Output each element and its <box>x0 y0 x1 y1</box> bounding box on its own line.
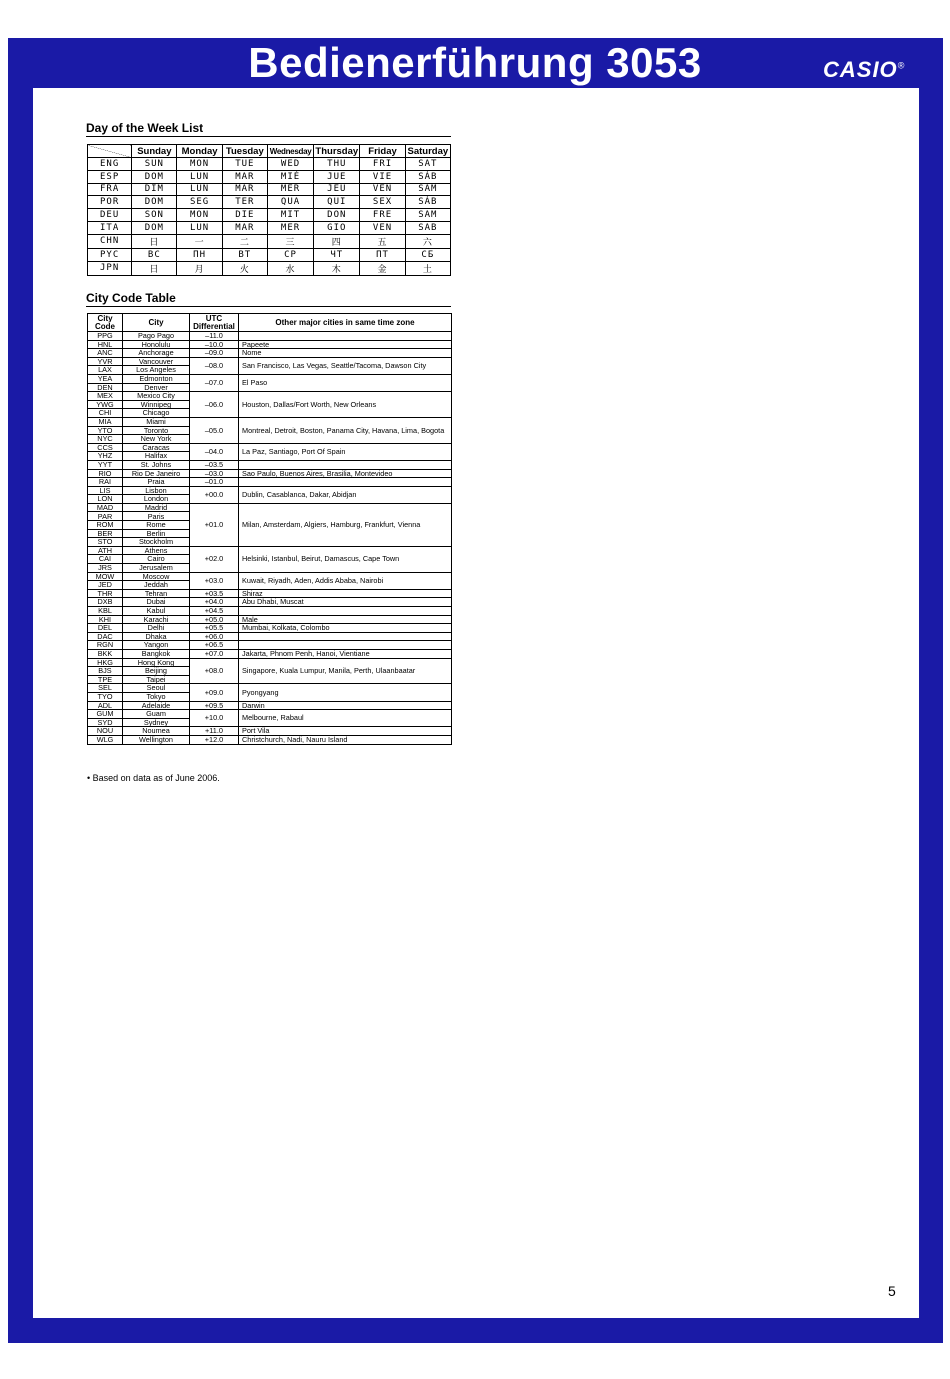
city-name-header: City <box>123 314 190 332</box>
city-code: PAR <box>88 512 123 521</box>
data-note: • Based on data as of June 2006. <box>87 773 220 783</box>
corner-cell <box>88 145 132 158</box>
city-row <box>88 503 452 512</box>
city-code: LAX <box>88 366 123 375</box>
city-code: ATH <box>88 546 123 555</box>
city-code: SEL <box>88 684 123 693</box>
utc-differential: –10.0 <box>190 340 239 349</box>
day-abbreviation: SEX <box>360 196 405 209</box>
other-cities: Milan, Amsterdam, Algiers, Hamburg, Frankfurt, Vienna <box>239 503 452 546</box>
day-abbreviation: DOM <box>132 196 177 209</box>
utc-differential: +06.5 <box>190 641 239 650</box>
day-header: Saturday <box>405 145 450 158</box>
city-code: WLG <box>88 735 123 744</box>
other-cities: Melbourne, Rabaul <box>239 710 452 727</box>
city-code: YHZ <box>88 452 123 461</box>
day-abbreviation: DIM <box>132 183 177 196</box>
day-abbreviation: GIO <box>314 221 360 234</box>
language-code: ENG <box>88 158 132 171</box>
utc-differential: +03.5 <box>190 589 239 598</box>
language-code: ITA <box>88 221 132 234</box>
city-name: Anchorage <box>123 349 190 358</box>
city-row <box>88 349 452 358</box>
city-code: MAD <box>88 503 123 512</box>
city-code: RGN <box>88 641 123 650</box>
day-abbreviation: SÁB <box>405 170 450 183</box>
utc-differential: –11.0 <box>190 332 239 341</box>
city-code: YTO <box>88 426 123 435</box>
other-cities: Papeete <box>239 340 452 349</box>
city-code-header: City Code <box>88 314 123 332</box>
utc-differential: +01.0 <box>190 503 239 546</box>
city-name: Dhaka <box>123 632 190 641</box>
day-list-title: Day of the Week List <box>86 121 204 135</box>
day-abbreviation: ПН <box>177 248 222 261</box>
day-abbreviation: 木 <box>314 261 360 275</box>
day-abbreviation: DOM <box>132 221 177 234</box>
day-row <box>88 183 451 196</box>
city-row <box>88 701 452 710</box>
day-abbreviation: DON <box>314 209 360 222</box>
utc-differential: +00.0 <box>190 486 239 503</box>
city-code: ANC <box>88 349 123 358</box>
city-code: YVR <box>88 357 123 366</box>
city-code: RAI <box>88 478 123 487</box>
city-code: STO <box>88 538 123 547</box>
city-code: RIO <box>88 469 123 478</box>
day-abbreviation: CБ <box>405 248 450 261</box>
utc-differential: +07.0 <box>190 649 239 658</box>
city-name: Kabul <box>123 607 190 616</box>
other-cities <box>239 641 452 650</box>
city-row <box>88 357 452 366</box>
city-row <box>88 392 452 401</box>
city-code: MEX <box>88 392 123 401</box>
utc-header: UTC Differential <box>190 314 239 332</box>
city-code: LIS <box>88 486 123 495</box>
day-abbreviation: MIÉ <box>267 170 313 183</box>
city-name: Guam <box>123 710 190 719</box>
city-row <box>88 340 452 349</box>
utc-differential: –09.0 <box>190 349 239 358</box>
day-of-week-table <box>87 144 451 276</box>
other-cities: El Paso <box>239 374 452 391</box>
city-code: BKK <box>88 649 123 658</box>
day-row <box>88 248 451 261</box>
day-abbreviation: 五 <box>360 234 405 248</box>
day-abbreviation: WED <box>267 158 313 171</box>
day-abbreviation: VEN <box>360 221 405 234</box>
utc-differential: –07.0 <box>190 374 239 391</box>
utc-differential: +12.0 <box>190 735 239 744</box>
city-header-row <box>88 314 452 332</box>
city-name: Madrid <box>123 503 190 512</box>
day-header: Tuesday <box>222 145 267 158</box>
utc-differential: +05.5 <box>190 624 239 633</box>
day-abbreviation: SEG <box>177 196 222 209</box>
language-code: PYC <box>88 248 132 261</box>
day-abbreviation: MER <box>267 221 313 234</box>
city-row <box>88 332 452 341</box>
page-number: 5 <box>888 1283 896 1299</box>
utc-differential: +09.5 <box>190 701 239 710</box>
day-abbreviation: DOM <box>132 170 177 183</box>
utc-differential: –03.0 <box>190 469 239 478</box>
day-abbreviation: BT <box>222 248 267 261</box>
day-abbreviation: 日 <box>132 261 177 275</box>
city-name: Athens <box>123 546 190 555</box>
day-header: Thursday <box>315 145 359 157</box>
city-row <box>88 684 452 693</box>
other-cities <box>239 460 452 469</box>
city-row <box>88 478 452 487</box>
city-row <box>88 486 452 495</box>
utc-differential: +02.0 <box>190 546 239 572</box>
city-code: DAC <box>88 632 123 641</box>
city-name: Taipei <box>123 675 190 684</box>
city-name: Caracas <box>123 443 190 452</box>
city-row <box>88 374 452 383</box>
other-cities: Male <box>239 615 452 624</box>
city-name: Pago Pago <box>123 332 190 341</box>
day-row <box>88 221 451 234</box>
other-cities <box>239 607 452 616</box>
city-name: Winnipeg <box>123 400 190 409</box>
city-name: Tehran <box>123 589 190 598</box>
day-abbreviation: SAB <box>405 221 450 234</box>
other-cities: San Francisco, Las Vegas, Seattle/Tacoma, Dawson City <box>239 357 452 374</box>
utc-differential: –01.0 <box>190 478 239 487</box>
utc-differential: +10.0 <box>190 710 239 727</box>
day-abbreviation: MER <box>267 183 313 196</box>
day-header: Monday <box>177 145 222 158</box>
day-abbreviation: LUN <box>177 221 222 234</box>
city-code: KBL <box>88 607 123 616</box>
city-name: Beijing <box>123 667 190 676</box>
day-abbreviation: SUN <box>132 158 177 171</box>
city-code: DXB <box>88 598 123 607</box>
day-abbreviation: 水 <box>267 261 313 275</box>
city-row <box>88 710 452 719</box>
city-name: Seoul <box>123 684 190 693</box>
city-code: CAI <box>88 555 123 564</box>
day-abbreviation: FRE <box>360 209 405 222</box>
city-row <box>88 649 452 658</box>
city-code: CCS <box>88 443 123 452</box>
city-code: PPG <box>88 332 123 341</box>
day-abbreviation: TUE <box>222 158 267 171</box>
city-name: Lisbon <box>123 486 190 495</box>
city-code: HNL <box>88 340 123 349</box>
day-abbreviation: VEN <box>360 183 405 196</box>
other-cities: Christchurch, Nadi, Nauru Island <box>239 735 452 744</box>
city-row <box>88 443 452 452</box>
day-abbreviation: SAT <box>405 158 450 171</box>
city-name: Denver <box>123 383 190 392</box>
city-code: DEN <box>88 383 123 392</box>
day-abbreviation: ПТ <box>360 248 405 261</box>
day-abbreviation: LUN <box>177 170 222 183</box>
day-abbreviation: 三 <box>267 234 313 248</box>
city-code: TPE <box>88 675 123 684</box>
city-row <box>88 460 452 469</box>
city-name: Miami <box>123 417 190 426</box>
utc-differential: –04.0 <box>190 443 239 460</box>
city-row <box>88 572 452 581</box>
city-code: BER <box>88 529 123 538</box>
day-abbreviation: QUA <box>267 196 313 209</box>
other-cities: Montreal, Detroit, Boston, Panama City, Havana, Lima, Bogota <box>239 417 452 443</box>
city-row <box>88 615 452 624</box>
other-cities: Kuwait, Riyadh, Aden, Addis Ababa, Nairobi <box>239 572 452 589</box>
city-row <box>88 658 452 667</box>
city-name: St. Johns <box>123 460 190 469</box>
city-code: YEA <box>88 374 123 383</box>
city-name: Paris <box>123 512 190 521</box>
day-header: Friday <box>360 145 405 158</box>
day-abbreviation: SAM <box>405 183 450 196</box>
other-cities: Nome <box>239 349 452 358</box>
day-abbreviation: MAR <box>222 170 267 183</box>
day-abbreviation: CP <box>267 248 313 261</box>
city-name: Adelaide <box>123 701 190 710</box>
city-code: JED <box>88 581 123 590</box>
city-name: Yangon <box>123 641 190 650</box>
other-cities: Abu Dhabi, Muscat <box>239 598 452 607</box>
day-abbreviation: THU <box>314 158 360 171</box>
city-name: London <box>123 495 190 504</box>
day-abbreviation: MON <box>177 158 222 171</box>
city-name: Tokyo <box>123 692 190 701</box>
city-code: ADL <box>88 701 123 710</box>
day-abbreviation: 火 <box>222 261 267 275</box>
day-abbreviation: JUE <box>314 170 360 183</box>
city-code: ROM <box>88 521 123 530</box>
city-table-title: City Code Table <box>86 291 176 305</box>
other-cities: Helsinki, Istanbul, Beirut, Damascus, Cape Town <box>239 546 452 572</box>
day-abbreviation: QUI <box>314 196 360 209</box>
city-row <box>88 624 452 633</box>
city-code: YYT <box>88 460 123 469</box>
day-row <box>88 209 451 222</box>
city-row <box>88 735 452 744</box>
page-title: Bedienerführung 3053 <box>248 39 702 86</box>
other-cities: Singapore, Kuala Lumpur, Manila, Perth, Ulaanbaatar <box>239 658 452 684</box>
day-abbreviation: JEU <box>314 183 360 196</box>
other-cities-header: Other major cities in same time zone <box>239 314 452 332</box>
day-abbreviation: MON <box>177 209 222 222</box>
city-name: Honolulu <box>123 340 190 349</box>
day-abbreviation: FRI <box>360 158 405 171</box>
other-cities: Mumbai, Kolkata, Colombo <box>239 624 452 633</box>
city-name: Karachi <box>123 615 190 624</box>
city-row <box>88 641 452 650</box>
utc-differential: +11.0 <box>190 727 239 736</box>
city-name: Edmonton <box>123 374 190 383</box>
utc-differential: +03.0 <box>190 572 239 589</box>
city-name: Delhi <box>123 624 190 633</box>
day-header: Sunday <box>132 145 177 158</box>
day-abbreviation: 日 <box>132 234 177 248</box>
day-header: Wednesday <box>267 145 313 158</box>
day-abbreviation: 土 <box>405 261 450 275</box>
city-name: Wellington <box>123 735 190 744</box>
city-name: Rome <box>123 521 190 530</box>
day-row <box>88 261 451 275</box>
other-cities <box>239 332 452 341</box>
other-cities: Houston, Dallas/Fort Worth, New Orleans <box>239 392 452 418</box>
city-row <box>88 607 452 616</box>
city-name: New York <box>123 435 190 444</box>
other-cities: Sao Paulo, Buenos Aires, Brasilia, Montevideo <box>239 469 452 478</box>
day-list-rule <box>86 136 451 137</box>
city-code: THR <box>88 589 123 598</box>
city-row <box>88 589 452 598</box>
city-name: Jerusalem <box>123 564 190 573</box>
city-name: Praia <box>123 478 190 487</box>
casio-logo <box>823 57 905 83</box>
utc-differential: –05.0 <box>190 417 239 443</box>
day-row <box>88 158 451 171</box>
city-name: Mexico City <box>123 392 190 401</box>
city-name: Noumea <box>123 727 190 736</box>
day-abbreviation: 四 <box>314 234 360 248</box>
city-name: Stockholm <box>123 538 190 547</box>
city-name: Toronto <box>123 426 190 435</box>
city-code: HKG <box>88 658 123 667</box>
city-name: Los Angeles <box>123 366 190 375</box>
city-code: JRS <box>88 564 123 573</box>
city-code: GUM <box>88 710 123 719</box>
city-code: NYC <box>88 435 123 444</box>
city-code: MOW <box>88 572 123 581</box>
day-abbreviation: ЧТ <box>314 248 360 261</box>
other-cities <box>239 632 452 641</box>
day-abbreviation: 月 <box>177 261 222 275</box>
day-abbreviation: BC <box>132 248 177 261</box>
utc-differential: +08.0 <box>190 658 239 684</box>
language-code: DEU <box>88 209 132 222</box>
city-code: LON <box>88 495 123 504</box>
city-code: SYD <box>88 718 123 727</box>
day-abbreviation: VIE <box>360 170 405 183</box>
day-abbreviation: 一 <box>177 234 222 248</box>
city-name: Bangkok <box>123 649 190 658</box>
other-cities: Darwin <box>239 701 452 710</box>
language-code: POR <box>88 196 132 209</box>
city-code: NOU <box>88 727 123 736</box>
other-cities: Shiraz <box>239 589 452 598</box>
city-name: Dubai <box>123 598 190 607</box>
day-abbreviation: DIE <box>222 209 267 222</box>
city-name: Jeddah <box>123 581 190 590</box>
city-code-table <box>87 313 452 745</box>
day-row <box>88 234 451 248</box>
city-row <box>88 546 452 555</box>
utc-differential: +05.0 <box>190 615 239 624</box>
other-cities: La Paz, Santiago, Port Of Spain <box>239 443 452 460</box>
utc-differential: +04.0 <box>190 598 239 607</box>
day-abbreviation: 二 <box>222 234 267 248</box>
city-row <box>88 727 452 736</box>
city-name: Hong Kong <box>123 658 190 667</box>
city-row <box>88 598 452 607</box>
day-abbreviation: 金 <box>360 261 405 275</box>
language-code: CHN <box>88 234 132 248</box>
utc-differential: +06.0 <box>190 632 239 641</box>
city-code: CHI <box>88 409 123 418</box>
language-code: JPN <box>88 261 132 275</box>
city-name: Chicago <box>123 409 190 418</box>
brand-name: CASIO <box>823 57 898 82</box>
city-name: Halifax <box>123 452 190 461</box>
utc-differential: +09.0 <box>190 684 239 701</box>
other-cities: Jakarta, Phnom Penh, Hanoi, Vientiane <box>239 649 452 658</box>
language-code: ESP <box>88 170 132 183</box>
other-cities: Pyongyang <box>239 684 452 701</box>
utc-differential: –03.5 <box>190 460 239 469</box>
utc-differential: –06.0 <box>190 392 239 418</box>
city-code: BJS <box>88 667 123 676</box>
city-name: Sydney <box>123 718 190 727</box>
other-cities <box>239 478 452 487</box>
day-abbreviation: LUN <box>177 183 222 196</box>
city-code: TYO <box>88 692 123 701</box>
city-row <box>88 417 452 426</box>
city-name: Berlin <box>123 529 190 538</box>
city-code: KHI <box>88 615 123 624</box>
city-code: YWG <box>88 400 123 409</box>
city-name: Moscow <box>123 572 190 581</box>
city-table-rule <box>86 306 451 307</box>
day-abbreviation: MAR <box>222 183 267 196</box>
day-row <box>88 196 451 209</box>
city-name: Cairo <box>123 555 190 564</box>
city-row <box>88 632 452 641</box>
day-abbreviation: SON <box>132 209 177 222</box>
day-abbreviation: TER <box>222 196 267 209</box>
city-row <box>88 469 452 478</box>
other-cities: Port Vila <box>239 727 452 736</box>
utc-differential: +04.5 <box>190 607 239 616</box>
utc-differential: –08.0 <box>190 357 239 374</box>
language-code: FRA <box>88 183 132 196</box>
day-abbreviation: SÁB <box>405 196 450 209</box>
other-cities: Dublin, Casablanca, Dakar, Abidjan <box>239 486 452 503</box>
city-code: DEL <box>88 624 123 633</box>
day-abbreviation: SAM <box>405 209 450 222</box>
city-name: Vancouver <box>123 357 190 366</box>
city-code: MIA <box>88 417 123 426</box>
day-abbreviation: MIT <box>267 209 313 222</box>
day-row <box>88 170 451 183</box>
day-abbreviation: MAR <box>222 221 267 234</box>
day-abbreviation: 六 <box>405 234 450 248</box>
city-name: Rio De Janeiro <box>123 469 190 478</box>
day-header-row <box>88 145 451 158</box>
registered-mark: ® <box>897 60 906 71</box>
